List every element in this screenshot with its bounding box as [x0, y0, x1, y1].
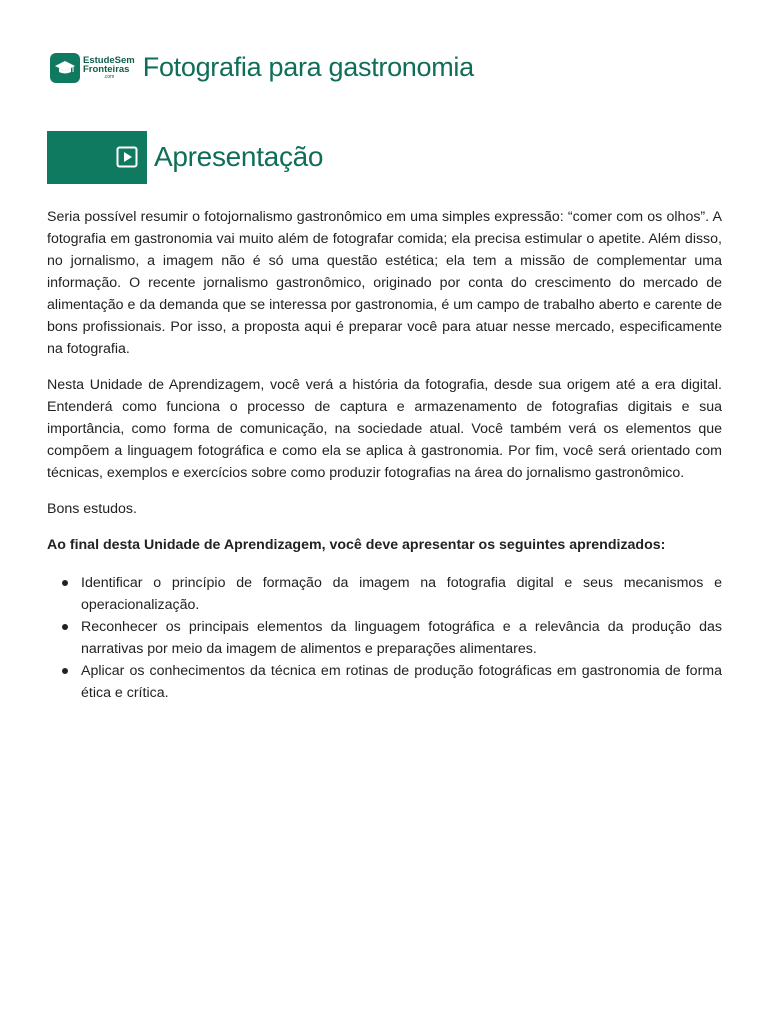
graduation-cap-icon — [50, 53, 80, 83]
paragraph-intro: Seria possível resumir o fotojornalismo gastronômico em uma simples expressão: “comer com os olhos”. A fotografia em gastronomia vai muito além de fotografar comida; ela precisa estimular o apetite. Além disso, no jornalismo, a imagem não é só uma questão estética; ela tem a missão de complementar uma informação. O recente jornalismo gastronômico, originado por conta do crescimento do mercado de alimentação e da demanda que se interessa por gastronomia, é um campo de trabalho aberto e carente de bons profissionais. Por isso, a proposta aqui é preparar você para atuar nesse mercado, especificamente na fotografia. — [47, 209, 722, 357]
objectives-heading: Ao final desta Unidade de Aprendizagem, você deve apresentar os seguintes aprendizados: — [47, 537, 666, 553]
objectives-list — [47, 572, 722, 704]
list-item: Aplicar os conhecimentos da técnica em rotinas de produção fotográficas em gastronomia de forma ética e crítica. — [81, 660, 722, 704]
paragraph-unit: Nesta Unidade de Aprendizagem, você verá a história da fotografia, desde sua origem até a era digital. Entenderá como funciona o processo de captura e armazenamento de fotografias digitais e sua importância, como forma de comunicação, na sociedade atual. Você também verá os elementos que compõem a linguagem fotográfica e como ela se aplica à gastronomia. Por fim, você será orientado com técnicas, exemplos e exercícios sobre como produzir fotografias na área do jornalismo gastronômico. — [47, 377, 722, 481]
list-item: Identificar o princípio de formação da imagem na fotografia digital e seus mecanismos e operacionalização. — [81, 572, 722, 616]
logo-text — [83, 56, 135, 80]
paragraph-closing: Bons estudos. — [47, 501, 137, 517]
play-icon — [116, 146, 138, 168]
logo — [50, 53, 135, 83]
page-header — [50, 52, 474, 83]
section-title: Apresentação — [154, 141, 324, 172]
logo-line-2: Fronteiras — [83, 64, 130, 75]
logo-line-1: EstudeSem — [83, 54, 135, 66]
main-content — [47, 206, 722, 704]
list-item: Reconhecer os principais elementos da linguagem fotográfica e a relevância da produção das narrativas por meio da imagem de alimentos e preparações alimentares. — [81, 616, 722, 660]
logo-line-3: .com — [103, 73, 115, 80]
document-title: Fotografia para gastronomia — [142, 52, 474, 82]
